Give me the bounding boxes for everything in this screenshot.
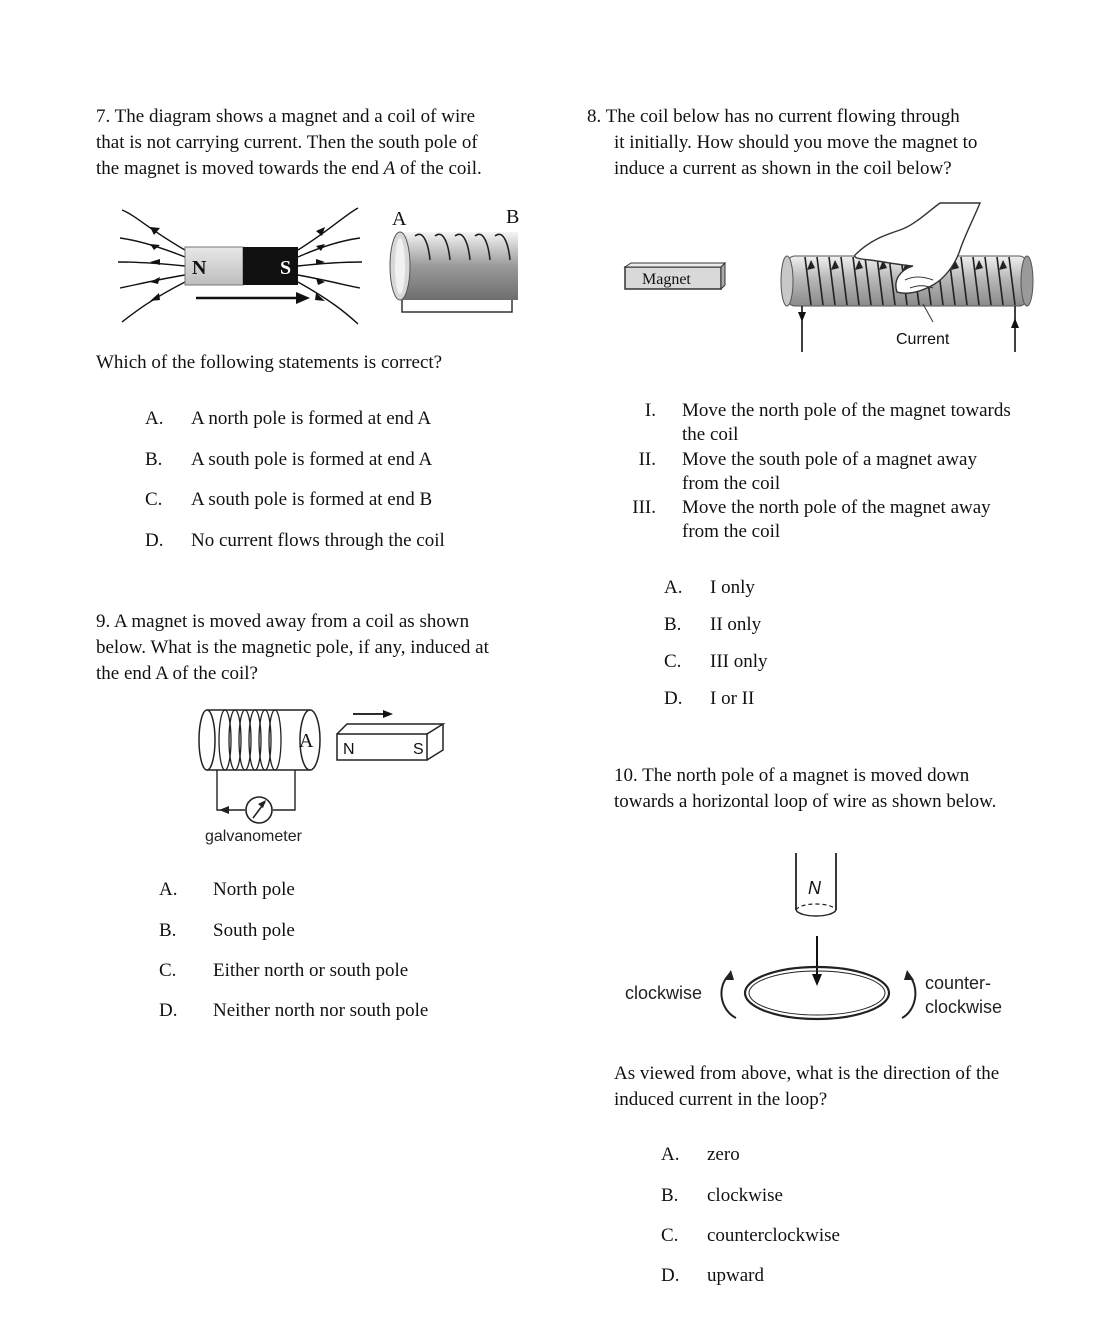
statement-line: from the coil — [682, 521, 781, 542]
coil-wire — [402, 300, 512, 312]
option-letter: B. — [664, 614, 682, 635]
statement-line: the coil — [682, 424, 739, 445]
option-letter: D. — [159, 1000, 178, 1021]
statement-numeral: II. — [638, 449, 656, 470]
q8-option-b[interactable] — [664, 613, 761, 637]
q10-prompt-line: As viewed from above, what is the direction of the — [614, 1063, 1000, 1084]
counterclockwise-arrow-icon — [902, 974, 915, 1018]
q7-magnet-coil-diagram — [110, 200, 540, 330]
q8-option-d[interactable] — [664, 687, 754, 711]
statement-line: Move the south pole of a magnet away — [682, 449, 977, 470]
coil-end-a-label: A — [392, 208, 407, 230]
option-letter: A. — [145, 408, 164, 429]
option-letter: B. — [145, 449, 163, 470]
current-label: Current — [896, 331, 950, 348]
q10-option-c[interactable] — [661, 1224, 840, 1248]
q7-option-b[interactable] — [145, 448, 432, 472]
coil-turns — [219, 710, 281, 770]
magnet-north-label: N — [192, 257, 207, 279]
q7-option-c[interactable] — [145, 488, 432, 512]
statement-numeral: III. — [632, 497, 656, 518]
option-text: zero — [707, 1144, 740, 1165]
option-letter: D. — [145, 530, 164, 551]
option-letter: A. — [661, 1144, 680, 1165]
coil-end-a-label: A — [299, 730, 314, 752]
magnet-north-label: N — [343, 741, 355, 758]
option-letter: D. — [661, 1265, 680, 1286]
q9-coil-galvanometer-diagram — [195, 700, 455, 850]
coil-end-b-label: B — [506, 206, 520, 228]
q10-magnet-loop-diagram — [620, 848, 1040, 1028]
q9-option-b[interactable] — [159, 919, 295, 943]
q10-option-b[interactable] — [661, 1184, 783, 1208]
q8-magnet-coil-hand-diagram — [615, 200, 1055, 360]
q8-option-c[interactable] — [664, 650, 768, 674]
option-letter: B. — [159, 920, 177, 941]
motion-arrow-head — [296, 292, 310, 304]
q9-option-c[interactable] — [159, 959, 408, 983]
q10-prompt-line: induced current in the loop? — [614, 1089, 828, 1110]
q9-stem — [96, 609, 576, 687]
galvanometer-label: galvanometer — [205, 828, 302, 845]
field-lines-left — [118, 210, 185, 322]
counterclockwise-label-2: clockwise — [925, 997, 1003, 1017]
option-text: No current flows through the coil — [191, 530, 445, 551]
q8-stem — [587, 104, 1067, 182]
magnet-south-label: S — [280, 257, 292, 279]
option-text: III only — [710, 651, 768, 672]
q10-stem-line: 10. The north pole of a magnet is moved down — [614, 765, 970, 786]
q9-option-d[interactable] — [159, 999, 428, 1023]
option-text: counterclockwise — [707, 1225, 840, 1246]
option-text: II only — [710, 614, 762, 635]
q7-stem-line: the magnet is moved towards the end A of the coil. — [96, 158, 482, 179]
q10-stem — [614, 763, 1074, 815]
statement-line: from the coil — [682, 473, 781, 494]
coil-body — [400, 232, 518, 300]
counterclockwise-label-1: counter- — [925, 973, 992, 993]
q9-stem-line: below. What is the magnetic pole, if any, induced at — [96, 637, 489, 658]
option-text: South pole — [213, 920, 295, 941]
option-letter: C. — [661, 1225, 679, 1246]
option-letter: B. — [661, 1185, 679, 1206]
q7-stem-line: that is not carrying current. Then the south pole of — [96, 132, 478, 153]
statement-line: Move the north pole of the magnet away — [682, 497, 991, 518]
option-text: I or II — [710, 688, 755, 709]
q9-stem-line: 9. A magnet is moved away from a coil as shown — [96, 611, 470, 632]
q7-option-d[interactable] — [145, 529, 445, 553]
q8-option-a[interactable] — [664, 576, 755, 600]
magnet-south-label: S — [413, 741, 424, 758]
q10-stem-line: towards a horizontal loop of wire as shown below. — [614, 791, 997, 812]
option-text: Either north or south pole — [213, 960, 409, 981]
q9-stem-line: the end A of the coil? — [96, 663, 258, 684]
field-lines-right — [298, 208, 362, 324]
q10-option-a[interactable] — [661, 1143, 740, 1167]
magnet-label: Magnet — [642, 271, 691, 288]
statement-numeral: I. — [644, 400, 656, 421]
magnet-north-label: N — [808, 878, 821, 898]
q7-stem-line: 7. The diagram shows a magnet and a coil of wire — [96, 106, 476, 127]
q8-stem-line: induce a current as shown in the coil below? — [614, 158, 952, 179]
q10-prompt — [614, 1061, 1074, 1113]
option-text: A north pole is formed at end A — [191, 408, 432, 429]
q10-option-d[interactable] — [661, 1264, 764, 1288]
option-letter: C. — [145, 489, 163, 510]
option-text: A south pole is formed at end A — [191, 449, 433, 470]
q9-option-a[interactable] — [159, 878, 295, 902]
clockwise-arrow-icon — [721, 974, 736, 1018]
option-text: clockwise — [707, 1185, 783, 1206]
q8-stem-line: 8. The coil below has no current flowing through — [587, 106, 960, 127]
clockwise-label: clockwise — [625, 983, 703, 1003]
option-text: A south pole is formed at end B — [191, 489, 433, 510]
q7-option-a[interactable] — [145, 407, 431, 431]
option-letter: C. — [159, 960, 177, 981]
option-text: upward — [707, 1265, 764, 1286]
statement-line: Move the north pole of the magnet towards — [682, 400, 1011, 421]
option-text: I only — [710, 577, 755, 598]
q7-prompt: Which of the following statements is correct? — [96, 352, 443, 373]
q8-stem-line: it initially. How should you move the magnet to — [614, 132, 978, 153]
option-text: North pole — [213, 879, 295, 900]
option-letter: D. — [664, 688, 683, 709]
q7-stem — [96, 104, 576, 182]
option-letter: A. — [159, 879, 178, 900]
option-letter: A. — [664, 577, 683, 598]
option-text: Neither north nor south pole — [213, 1000, 429, 1021]
option-letter: C. — [664, 651, 682, 672]
